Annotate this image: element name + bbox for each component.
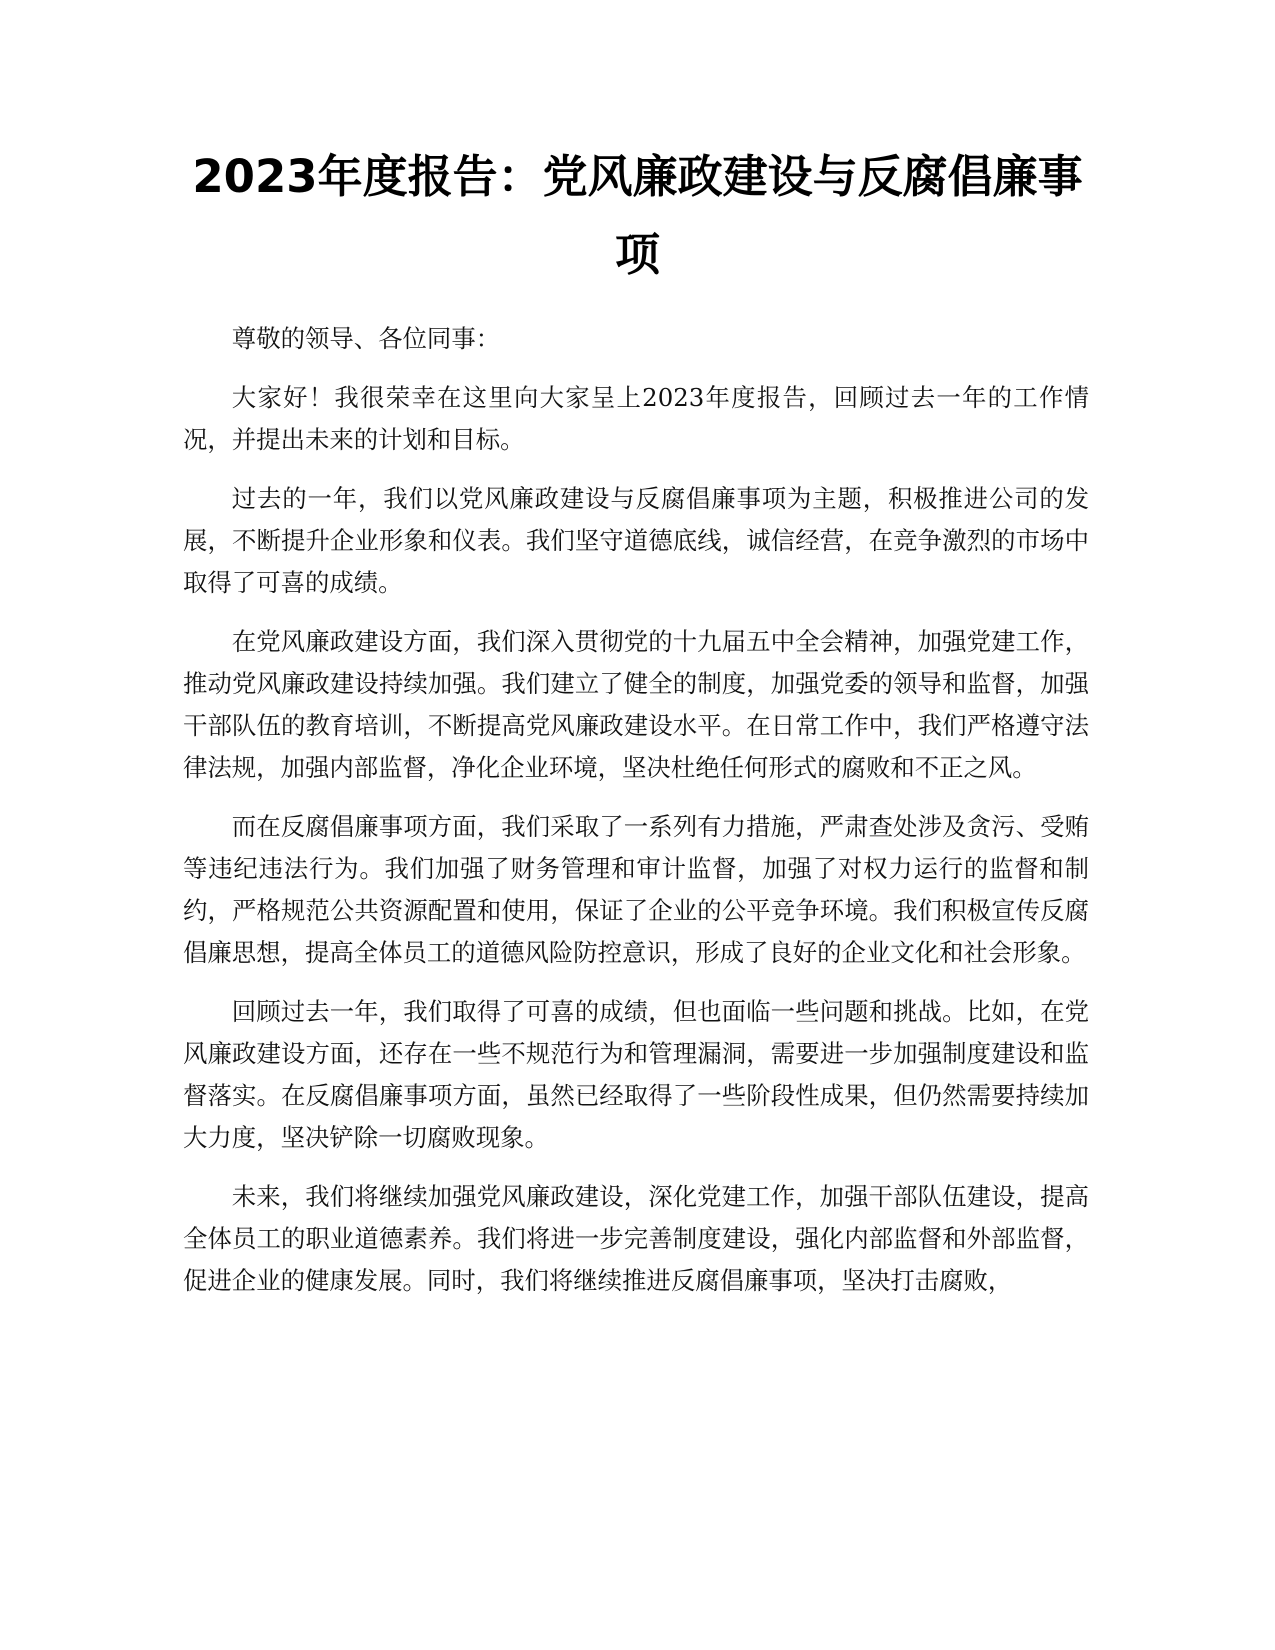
document-body [183,318,1089,1319]
greeting-paragraph: 大家好！我很荣幸在这里向大家呈上2023年度报告，回顾过去一年的工作情况，并提出未来的计划和目标。 [183,383,1089,454]
challenges-paragraph: 回顾过去一年，我们取得了可喜的成绩，但也面临一些问题和挑战。比如，在党风廉政建设方面，还存在一些不规范行为和管理漏洞，需要进一步加强制度建设和监督落实。在反腐倡廉事项方面，虽然已经取得了一些阶段性成果，但仍然需要持续加大力度，坚决铲除一切腐败现象。 [183,997,1089,1152]
future-plans-paragraph: 未来，我们将继续加强党风廉政建设，深化党建工作，加强干部队伍建设，提高全体员工的职业道德素养。我们将进一步完善制度建设，强化内部监督和外部监督，促进企业的健康发展。同时，我们将继续推进反腐倡廉事项，坚决打击腐败， [183,1182,1089,1295]
document-title: 2023年度报告：党风廉政建设与反腐倡廉事项 [192,150,1083,281]
review-paragraph: 过去的一年，我们以党风廉政建设与反腐倡廉事项为主题，积极推进公司的发展，不断提升企业形象和仪表。我们坚守道德底线，诚信经营，在竞争激烈的市场中取得了可喜的成绩。 [183,484,1089,597]
salutation-paragraph: 尊敬的领导、各位同事： [231,324,501,353]
party-conduct-paragraph: 在党风廉政建设方面，我们深入贯彻党的十九届五中全会精神，加强党建工作，推动党风廉政建设持续加强。我们建立了健全的制度，加强党委的领导和监督，加强干部队伍的教育培训，不断提高党风廉政建设水平。在日常工作中，我们严格遵守法律法规，加强内部监督，净化企业环境，坚决杜绝任何形式的腐败和不正之风。 [183,627,1089,782]
anti-corruption-paragraph: 而在反腐倡廉事项方面，我们采取了一系列有力措施，严肃查处涉及贪污、受贿等违纪违法行为。我们加强了财务管理和审计监督，加强了对权力运行的监督和制约，严格规范公共资源配置和使用，保证了企业的公平竞争环境。我们积极宣传反腐倡廉思想，提高全体员工的道德风险防控意识，形成了良好的企业文化和社会形象。 [183,812,1089,967]
